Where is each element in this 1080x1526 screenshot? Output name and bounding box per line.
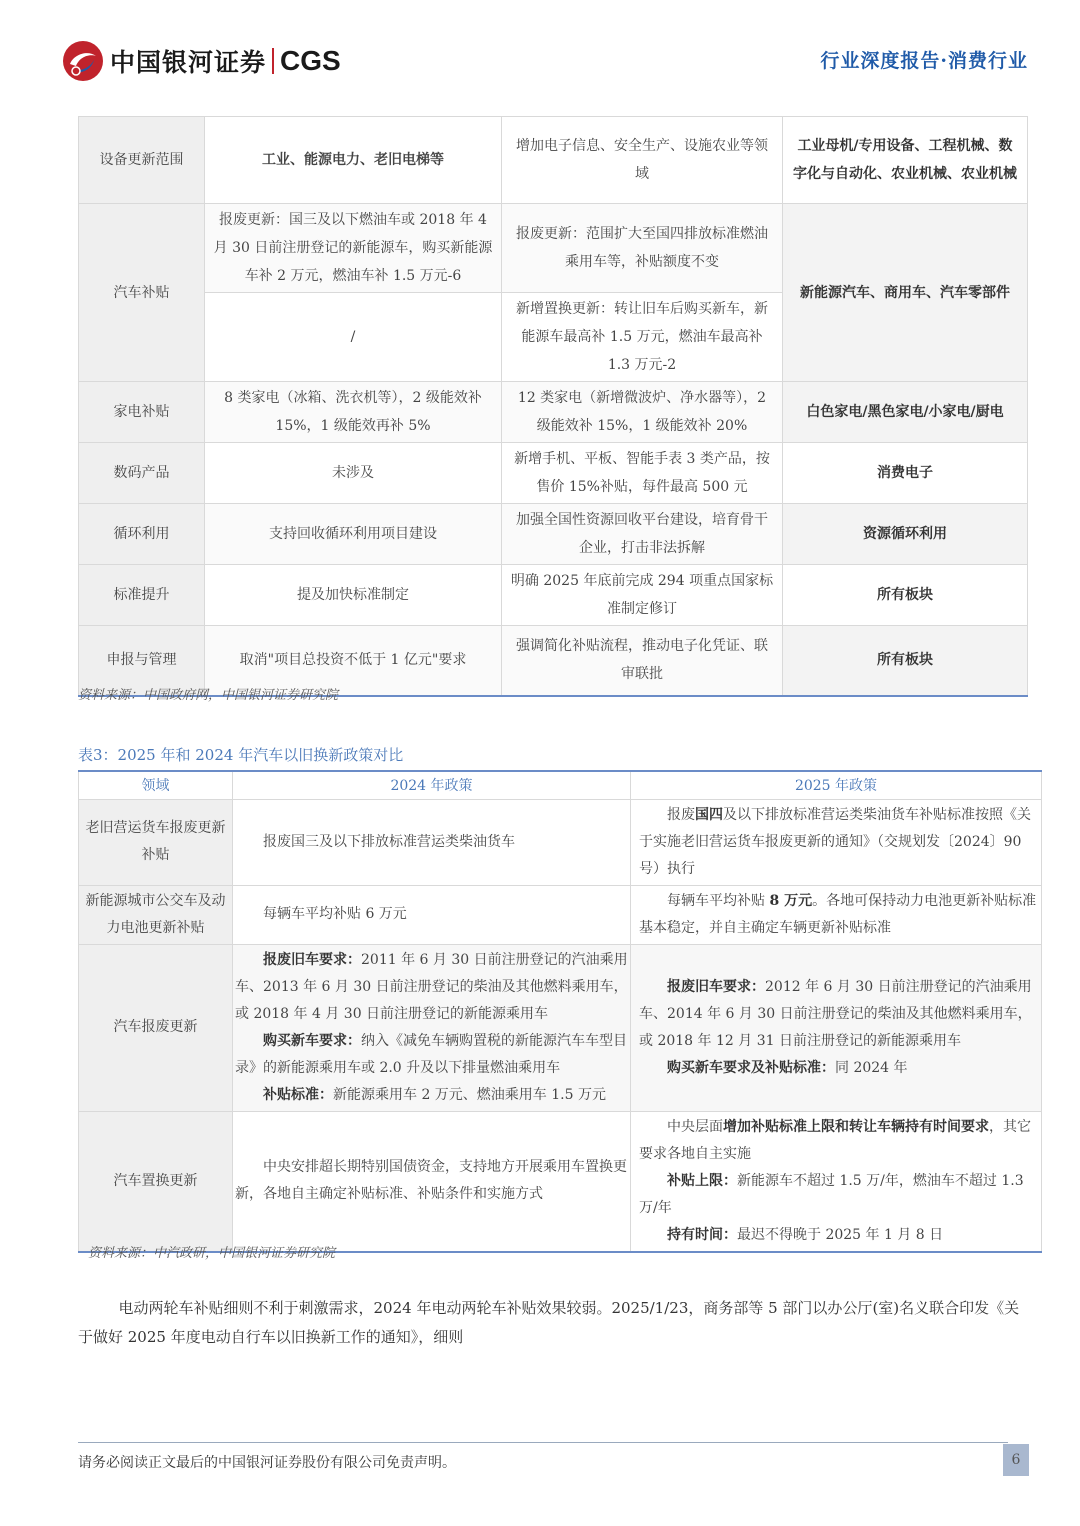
- cell-2025: 新增手机、平板、智能手表 3 类产品，按售价 15%补贴，每件最高 500 元: [502, 443, 783, 504]
- cell-text: 纳入《减免车辆购置税的新能源汽车车型目录》的新能源乘用车或 2.0 升及以下排量燃油乘用车: [235, 1032, 627, 1076]
- cell-sector: 所有板块: [783, 626, 1028, 696]
- logo-chinese-text: 中国银河证券: [110, 48, 267, 77]
- cell-text: 报废国三及以下排放标准营运类柴油货车: [263, 833, 515, 850]
- page-header: [0, 0, 1080, 100]
- footer-divider: [78, 1442, 1008, 1443]
- cell-2024: 工业、能源电力、老旧电梯等: [205, 117, 502, 204]
- cell-text: 报废: [667, 806, 695, 823]
- table-row: [79, 443, 1028, 504]
- cell-2025: 新增置换更新：转让旧车后购买新车，新能源车最高补 1.5 万元，燃油车最高补 1.3 万元-2: [502, 293, 783, 382]
- body-paragraph: [78, 1294, 1028, 1352]
- cell-2024: 支持回收循环利用项目建设: [205, 504, 502, 565]
- cell-2025: 报废更新：范围扩大至国四排放标准燃油乘用车等，补贴额度不变: [502, 204, 783, 293]
- auto-trade-in-policy-table: [78, 770, 1042, 1253]
- row-label: 循环利用: [79, 504, 205, 565]
- cell-emphasis: 增加补贴标准上限和转让车辆持有时间要求: [723, 1118, 989, 1135]
- company-logo: [62, 40, 341, 82]
- cell-2025: 明确 2025 年底前完成 294 项重点国家标准制定修订: [502, 565, 783, 626]
- row-label: 家电补贴: [79, 382, 205, 443]
- table-row: [79, 799, 1042, 885]
- row-label: 老旧营运货车报废更新补贴: [79, 799, 233, 885]
- row-label: 设备更新范围: [79, 117, 205, 204]
- cell-2025: 12 类家电（新增微波炉、净水器等），2 级能效补 15%，1 级能效补 20%: [502, 382, 783, 443]
- cell-2025: [631, 885, 1042, 944]
- cell-2025: 加强全国性资源回收平台建设，培育骨干企业，打击非法拆解: [502, 504, 783, 565]
- logo-separator: [272, 48, 274, 74]
- row-label: 汽车置换更新: [79, 1111, 233, 1252]
- cell-sector: 工业母机/专用设备、工程机械、数字化与自动化、农业机械、农业机械: [783, 117, 1028, 204]
- row-label: 数码产品: [79, 443, 205, 504]
- cell-emphasis: 国四: [695, 806, 723, 823]
- row-label: 申报与管理: [79, 626, 205, 696]
- cell-key: 补贴标准：: [263, 1086, 333, 1103]
- cell-sector: 白色家电/黑色家电/小家电/厨电: [783, 382, 1028, 443]
- column-header: 2025 年政策: [631, 771, 1042, 799]
- cell-text: 同 2024 年: [835, 1059, 908, 1076]
- cell-2024: 报废更新：国三及以下燃油车或 2018 年 4 月 30 日前注册登记的新能源车，购买新能源车补 2 万元，燃油车补 1.5 万元-6: [205, 204, 502, 293]
- table-row: [79, 885, 1042, 944]
- cell-text: 中央安排超长期特别国债资金，支持地方开展乘用车置换更新，各地自主确定补贴标准、补贴条件和实施方式: [235, 1159, 627, 1202]
- cell-text: 及以下排放标准营运类柴油货车补贴标准按照《关于实施老旧营运货车报废更新的通知》（交规划发〔2024〕90 号）执行: [639, 806, 1031, 877]
- table1-source: 资料来源：中国政府网，中国银河证券研究院: [78, 688, 339, 703]
- report-type-title: 行业深度报告·消费行业: [820, 50, 1028, 72]
- page-number: 6: [1003, 1444, 1029, 1476]
- logo-english-text: CGS: [280, 45, 341, 76]
- cell-2024: /: [205, 293, 502, 382]
- footer-disclaimer: 请务必阅读正文最后的中国银河证券股份有限公司免责声明。: [78, 1455, 456, 1471]
- cell-key: 购买新车要求及补贴标准：: [667, 1059, 835, 1076]
- cell-sector: 所有板块: [783, 565, 1028, 626]
- table-row: [79, 565, 1028, 626]
- cell-key: 报废旧车要求：: [667, 978, 765, 995]
- policy-comparison-table: [78, 116, 1028, 697]
- table-row: [79, 382, 1028, 443]
- cell-key: 补贴上限：: [667, 1172, 737, 1189]
- cell-emphasis: 8 万元: [769, 892, 813, 909]
- cell-key: 报废旧车要求：: [263, 951, 361, 968]
- cell-2024: [233, 1111, 631, 1252]
- cell-2024: 取消"项目总投资不低于 1 亿元"要求: [205, 626, 502, 696]
- cell-key: 持有时间：: [667, 1226, 737, 1243]
- table-row: [79, 204, 1028, 293]
- table-row: [79, 1111, 1042, 1252]
- cell-text: 新能源车不超过 1.5 万/年，燃油车不超过 1.3 万/年: [639, 1172, 1024, 1216]
- cell-text: 每辆车平均补贴 6 万元: [263, 906, 407, 922]
- column-header: 领域: [79, 771, 233, 799]
- cell-text: 最迟不得晚于 2025 年 1 月 8 日: [737, 1226, 944, 1243]
- row-label: 汽车补贴: [79, 204, 205, 382]
- cell-2025: [631, 799, 1042, 885]
- cell-sector: 新能源汽车、商用车、汽车零部件: [783, 204, 1028, 382]
- table-row: [79, 117, 1028, 204]
- cell-2024: 8 类家电（冰箱、洗衣机等），2 级能效补 15%，1 级能效再补 5%: [205, 382, 502, 443]
- cell-2024: [233, 799, 631, 885]
- cell-text: 每辆车平均补贴: [667, 892, 770, 909]
- cgs-logo-icon: [62, 40, 104, 82]
- row-label: 新能源城市公交车及动力电池更新补贴: [79, 885, 233, 944]
- cell-2025: [631, 944, 1042, 1111]
- cell-key: 购买新车要求：: [263, 1032, 361, 1049]
- cell-sector: 资源循环利用: [783, 504, 1028, 565]
- cell-text: 2012 年 6 月 30 日前注册登记的汽油乘用车、2014 年 6 月 30 日前注册登记的柴油及其他燃料乘用车，或 2018 年 12 月 31 日前注册登记的新能源乘用车: [639, 978, 1032, 1049]
- cell-sector: 消费电子: [783, 443, 1028, 504]
- column-header: 2024 年政策: [233, 771, 631, 799]
- table-row: [79, 504, 1028, 565]
- paragraph-text: 电动两轮车补贴细则不利于刺激需求，2024 年电动两轮车补贴效果较弱。2025/1/23，商务部等 5 部门以办公厅(室)名义联合印发《关于做好 2025 年度电动自行车以旧换新工作的通知》，细则: [78, 1299, 1020, 1346]
- cell-2025: 增加电子信息、安全生产、设施农业等领域: [502, 117, 783, 204]
- table2-caption: 表3：2025 年和 2024 年汽车以旧换新政策对比: [78, 746, 404, 764]
- cell-text: 新能源乘用车 2 万元、燃油乘用车 1.5 万元: [333, 1086, 606, 1103]
- cell-text: 2011 年 6 月 30 日前注册登记的汽油乘用车、2013 年 6 月 30 日前注册登记的柴油及其他燃料乘用车，或 2018 年 4 月 30 日前注册登记的新能源乘用车: [235, 951, 628, 1022]
- table-header-row: [79, 771, 1042, 799]
- cell-2024: 未涉及: [205, 443, 502, 504]
- table2-source: 资料来源：中汽政研，中国银河证券研究院: [88, 1246, 336, 1261]
- cell-2024: [233, 944, 631, 1111]
- table-row: [79, 944, 1042, 1111]
- row-label: 汽车报废更新: [79, 944, 233, 1111]
- cell-2024: [233, 885, 631, 944]
- cell-2024: 提及加快标准制定: [205, 565, 502, 626]
- cell-text: ，其它要求各地自主实施: [639, 1118, 1031, 1162]
- cell-text: 中央层面: [667, 1118, 723, 1135]
- cell-2025: 强调简化补贴流程，推动电子化凭证、联审联批: [502, 626, 783, 696]
- cell-text: 。各地可保持动力电池更新补贴标准基本稳定，并自主确定车辆更新补贴标准: [639, 892, 1037, 936]
- cell-2025: [631, 1111, 1042, 1252]
- row-label: 标准提升: [79, 565, 205, 626]
